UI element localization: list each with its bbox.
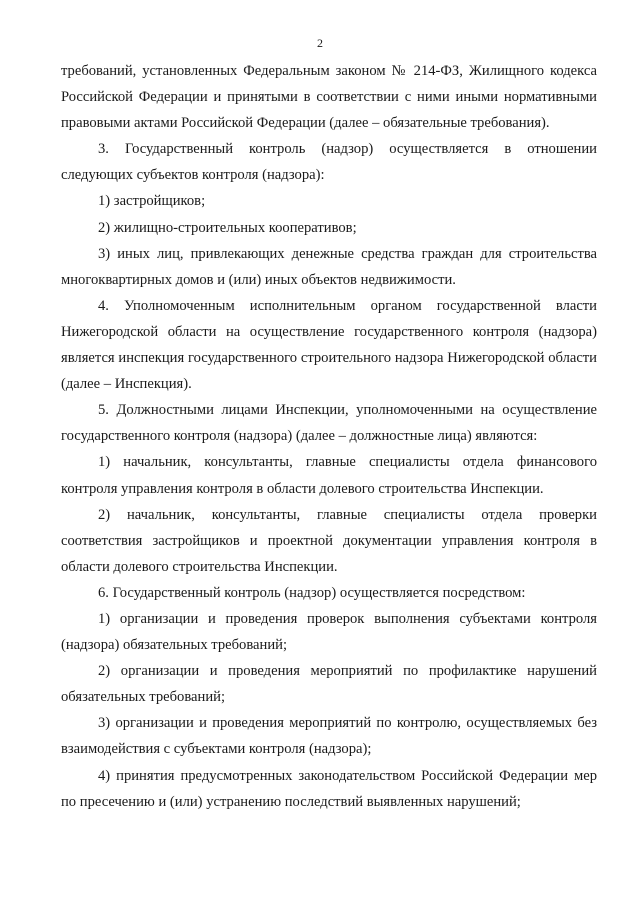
list-item-6-4: 4) принятия предусмотренных законодательством Российской Федерации мер по пресечению и (или) устранению последствий выявленных нарушений; [61, 767, 597, 810]
list-item-6-3: 3) организации и проведения мероприятий по контролю, осуществляемых без взаимодействия с субъектами контроля (надзора); [61, 715, 597, 758]
paragraph-5: 5. Должностными лицами Инспекции, уполномоченными на осуществление государственного контроля (надзора) (далее – должностные лица) являются: [61, 402, 597, 445]
list-item-3-2: 2) жилищно-строительных кооперативов; [98, 219, 357, 236]
list-item-5-2: 2) начальник, консультанты, главные специалисты отдела проверки соответствия застройщиков и проектной документации управления контроля в области долевого строительства Инспекции. [61, 506, 597, 575]
paragraph-continuation: требований, установленных Федеральным законом № 214-ФЗ, Жилищного кодекса Российской Федерации и принятыми в соответствии с ними иными нормативными правовыми актами Российской Федерации (далее – обязательные требования). [61, 63, 597, 132]
paragraph-6: 6. Государственный контроль (надзор) осуществляется посредством: [98, 584, 526, 601]
page-number: 2 [317, 36, 323, 50]
list-item-6-1: 1) организации и проведения проверок выполнения субъектами контроля (надзора) обязательных требований; [61, 610, 597, 654]
paragraph-3: 3. Государственный контроль (надзор) осуществляется в отношении следующих субъектов контроля (надзора): [61, 141, 597, 184]
list-item-3-3: 3) иных лиц, привлекающих денежные средства граждан для строительства многоквартирных домов и (или) иных объектов недвижимости. [61, 245, 597, 288]
list-item-6-2: 2) организации и проведения мероприятий по профилактике нарушений обязательных требований; [61, 663, 597, 706]
paragraph-4: 4. Уполномоченным исполнительным органом государственной власти Нижегородской области на осуществление государственного контроля (надзора) является инспекция государственного строительного надзора Нижегородской области (далее – Инспекция). [61, 297, 597, 393]
document-body [61, 58, 597, 815]
list-item-5-1: 1) начальник, консультанты, главные специалисты отдела финансового контроля управления контроля в области долевого строительства Инспекции. [61, 454, 597, 497]
list-item-3-1: 1) застройщиков; [98, 193, 206, 210]
